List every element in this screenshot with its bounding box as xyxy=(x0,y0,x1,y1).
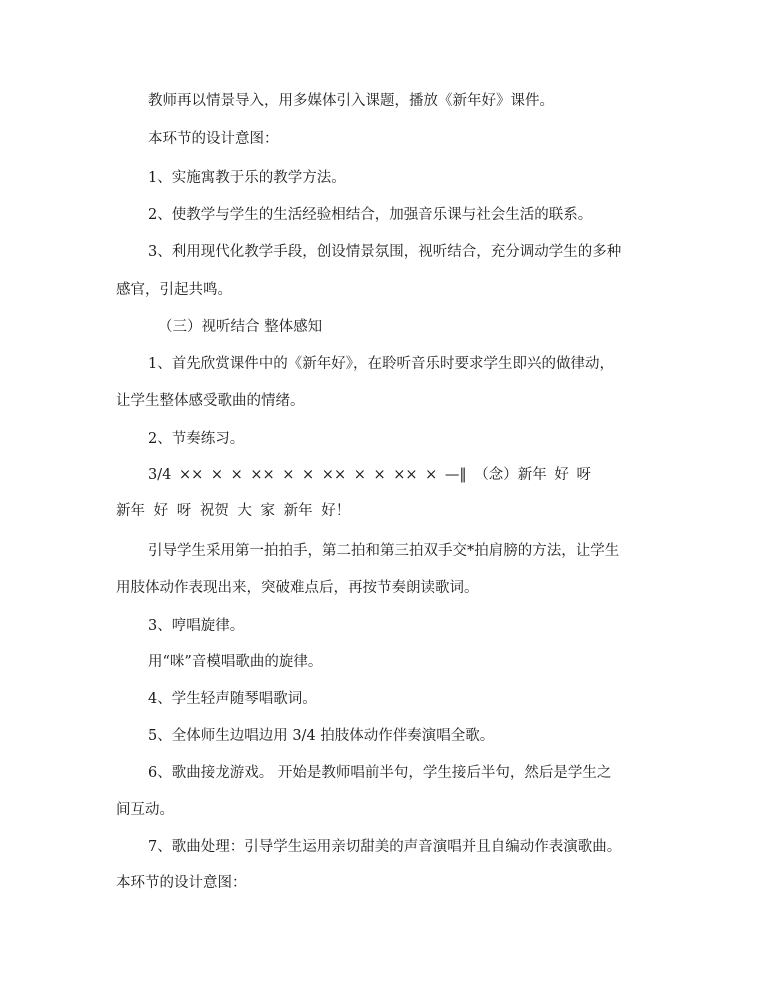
step-5: 5、全体师生边唱边用 3/4 拍肢体动作伴奏演唱全歌。 xyxy=(148,728,495,744)
guidance-paragraph: 引导学生采用第一拍拍手，第二拍和第三拍双手交*拍肩膀的方法，让学生 xyxy=(148,543,620,559)
design-intent-heading: 本环节的设计意图： xyxy=(148,131,279,147)
step-6: 6、歌曲接龙游戏。 开始是教师唱前半句，学生接后半句，然后是学生之 xyxy=(148,765,612,781)
step-4: 4、学生轻声随琴唱歌词。 xyxy=(148,691,317,707)
step-1: 1、首先欣赏课件中的《新年好》，在聆听音乐时要求学生即兴的做律动， xyxy=(148,356,614,372)
step-2: 2、节奏练习。 xyxy=(148,431,245,447)
design-intent-heading-2: 本环节的设计意图： xyxy=(116,875,247,891)
rhythm-notation: 3/4 ×× × × ×× × × ×× × × ×× × —‖ （念）新年 好 呀 xyxy=(148,467,591,483)
paragraph-intro: 教师再以情景导入，用多媒体引入课题，播放《新年好》课件。 xyxy=(148,93,554,109)
intent-item-1: 1、实施寓教于乐的教学方法。 xyxy=(148,170,346,186)
lyrics-line: 新年 好 呀 祝贺 大 家 新年 好！ xyxy=(116,503,351,519)
intent-item-3-cont: 感官，引起共鸣。 xyxy=(116,282,232,298)
guidance-paragraph-cont: 用肢体动作表现出来，突破难点后，再按节奏朗读歌词。 xyxy=(116,580,479,596)
step-7: 7、歌曲处理：引导学生运用亲切甜美的声音演唱并且自编动作表演歌曲。 xyxy=(148,839,622,855)
intent-item-2: 2、使教学与学生的生活经验相结合，加强音乐课与社会生活的联系。 xyxy=(148,207,593,223)
step-6-cont: 间互动。 xyxy=(116,802,174,818)
intent-item-3: 3、利用现代化教学手段，创设情景氛围，视听结合，充分调动学生的多种 xyxy=(148,244,622,260)
step-3: 3、哼唱旋律。 xyxy=(148,618,245,634)
section-heading-3: （三）视听结合 整体感知 xyxy=(158,319,323,335)
step-1-cont: 让学生整体感受歌曲的情绪。 xyxy=(116,393,305,409)
step-3-detail: 用“咪”音模唱歌曲的旋律。 xyxy=(148,654,323,670)
